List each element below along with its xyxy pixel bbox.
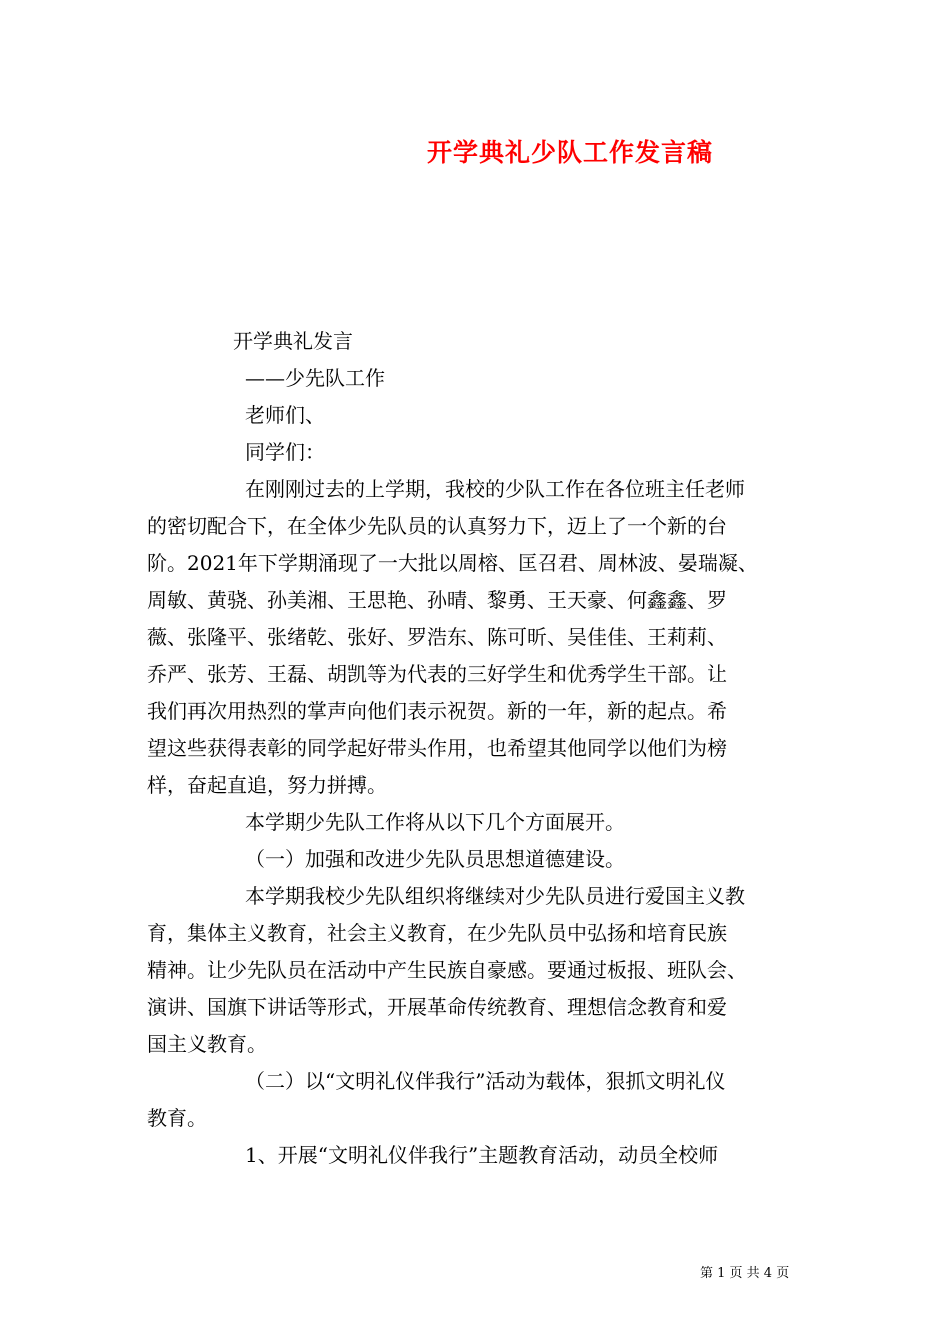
paragraph-line: 薇、张隆平、张绪乾、张好、罗浩东、陈可昕、吴佳佳、王莉莉、 bbox=[147, 625, 727, 649]
document-title: 开学典礼少队工作发言稿 bbox=[426, 138, 713, 167]
paragraph-line: 育，集体主义教育，社会主义教育，在少先队员中弘扬和培育民族 bbox=[147, 921, 727, 945]
section-heading: （一）加强和改进少先队员思想道德建设。 bbox=[245, 847, 625, 871]
paragraph-line: 教育。 bbox=[147, 1106, 207, 1130]
paragraph-line: 在刚刚过去的上学期，我校的少队工作在各位班主任老师 bbox=[245, 477, 745, 501]
speech-heading: 开学典礼发言 bbox=[233, 329, 353, 353]
paragraph-line: 国主义教育。 bbox=[147, 1032, 267, 1056]
paragraph-line: 阶。2021年下学期涌现了一大批以周榕、匡召君、周林波、晏瑞凝、 bbox=[147, 551, 758, 575]
paragraph-line: 我们再次用热烈的掌声向他们表示祝贺。新的一年，新的起点。希 bbox=[147, 699, 727, 723]
paragraph-line: 周敏、黄骁、孙美湘、王思艳、孙晴、黎勇、王天豪、何鑫鑫、罗 bbox=[147, 588, 727, 612]
speech-subheading: ——少先队工作 bbox=[245, 366, 385, 390]
page-number: 第 1 页 共 4 页 bbox=[700, 1266, 790, 1281]
section-heading: （二）以“文明礼仪伴我行”活动为载体，狠抓文明礼仪 bbox=[245, 1069, 726, 1093]
salutation-students: 同学们： bbox=[245, 440, 325, 464]
paragraph-line: 演讲、国旗下讲话等形式，开展革命传统教育、理想信念教育和爱 bbox=[147, 995, 727, 1019]
paragraph-line: 样，奋起直追，努力拼搏。 bbox=[147, 773, 387, 797]
paragraph-line: 的密切配合下，在全体少先队员的认真努力下，迈上了一个新的台 bbox=[147, 514, 727, 538]
paragraph-line: 本学期少先队工作将从以下几个方面展开。 bbox=[245, 810, 625, 834]
paragraph-line: 望这些获得表彰的同学起好带头作用，也希望其他同学以他们为榜 bbox=[147, 736, 727, 760]
paragraph-line: 精神。让少先队员在活动中产生民族自豪感。要通过板报、班队会、 bbox=[147, 958, 747, 982]
paragraph-line: 本学期我校少先队组织将继续对少先队员进行爱国主义教 bbox=[245, 884, 745, 908]
paragraph-line: 乔严、张芳、王磊、胡凯等为代表的三好学生和优秀学生干部。让 bbox=[147, 662, 727, 686]
salutation-teachers: 老师们、 bbox=[245, 403, 325, 427]
paragraph-line: 1、开展“文明礼仪伴我行”主题教育活动，动员全校师 bbox=[245, 1143, 719, 1167]
